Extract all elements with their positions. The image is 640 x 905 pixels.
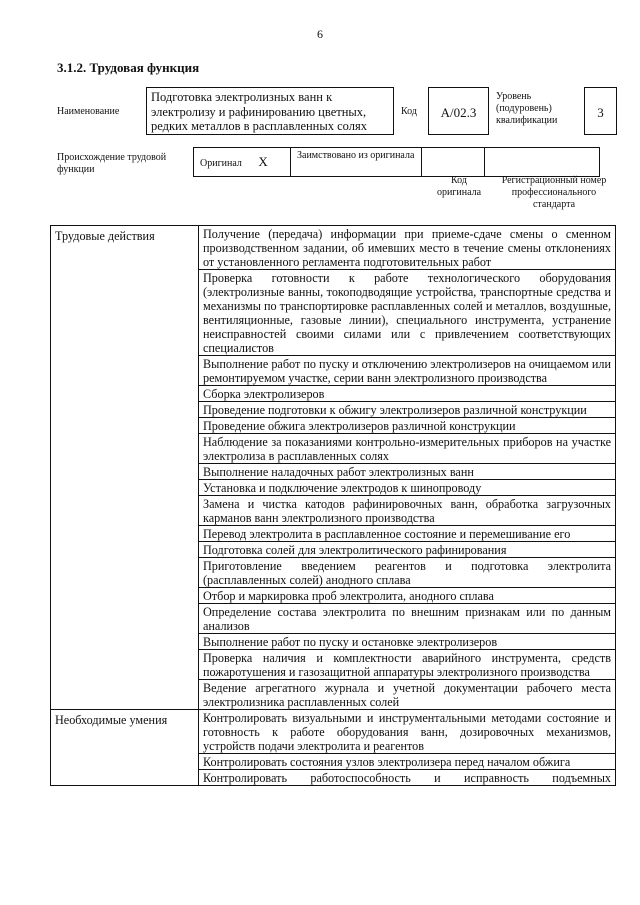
original-label: Оригинал <box>200 157 242 169</box>
original-cell <box>194 148 291 177</box>
list-item: Проведение обжига электролизеров различной конструкции <box>199 418 616 434</box>
list-item: Наблюдение за показаниями контрольно-измерительных приборов на участке электролиза в расплавленных солях <box>199 434 616 464</box>
list-item: Сборка электролизеров <box>199 386 616 402</box>
list-item: Выполнение наладочных работ электролизных ванн <box>199 464 616 480</box>
origin-table <box>193 147 600 177</box>
table-row <box>51 226 616 270</box>
section-title: 3.1.2. Трудовая функция <box>57 60 200 75</box>
code-original-label: Код оригинала <box>436 175 482 198</box>
borrowed-label: Заимствовано из оригинала <box>297 150 415 161</box>
list-item: Перевод электролита в расплавленное состояние и перемешивание его <box>199 526 616 542</box>
function-name-box <box>146 87 394 135</box>
list-item: Проверка готовности к работе технологического оборудования (электролизные ванны, токоподводящие устройства, транспортные средства и механизмы по транспортировке расплавленных солей и металлов, воздушные, вентиляционные, газовые линии), специального инструмента, устранение неисправностей своими силами или с привлечением соответствующих специалистов <box>199 270 616 356</box>
list-item: Ведение агрегатного журнала и учетной документации рабочего места электролизника расплавленных солей <box>199 680 616 710</box>
original-mark: X <box>258 153 268 169</box>
list-item: Проведение подготовки к обжигу электролизеров различной конструкции <box>199 402 616 418</box>
page-number: 6 <box>317 27 323 41</box>
list-item: Отбор и маркировка проб электролита, анодного сплава <box>199 588 616 604</box>
function-code-value: А/02.3 <box>440 105 477 120</box>
section-label-actions: Трудовые действия <box>51 226 199 710</box>
qualification-level-box <box>584 87 617 135</box>
list-item: Контролировать состояния узлов электролизера перед началом обжига <box>199 754 616 770</box>
function-code-box <box>428 87 489 135</box>
list-item: Подготовка солей для электролитического рафинирования <box>199 542 616 558</box>
borrowed-cell <box>291 148 422 177</box>
name-label: Наименование <box>57 106 120 117</box>
list-item: Выполнение работ по пуску и отключению электролизеров на очищаемом или ремонтируемом участке, серии ванн электролизного производства <box>199 356 616 386</box>
origin-label: Происхождение трудовой функции <box>57 152 167 175</box>
list-item: Замена и чистка катодов рафинировочных ванн, обработка загрузочных карманов ванн электролизного производства <box>199 496 616 526</box>
function-name-value: Подготовка электролизных ванн к электролизу и рафинированию цветных, редких металлов в расплавленных солях <box>151 90 368 133</box>
section-label-skills: Необходимые умения <box>51 710 199 786</box>
qualification-level-value: 3 <box>597 105 604 120</box>
list-item: Контролировать визуальными и инструментальными методами состояние и готовность к работе оборудования ванн, дозировочных механизмов, устройств подачи электролита и реагентов <box>199 710 616 754</box>
list-item: Приготовление введением реагентов и подготовка электролита (расплавленных солей) анодного сплава <box>199 558 616 588</box>
code-label: Код <box>401 106 417 117</box>
list-item: Определение состава электролита по внешним признакам или по данным анализов <box>199 604 616 634</box>
level-label: Уровень (подуровень) квалификации <box>496 91 558 126</box>
list-item: Выполнение работ по пуску и остановке электролизеров <box>199 634 616 650</box>
code-original-cell <box>422 148 485 177</box>
list-item: Получение (передача) информации при приеме-сдаче смены о сменном производственном задании, об имевших место в течение смены отклонениях от установленного регламента подготовительных работ <box>199 226 616 270</box>
function-table <box>50 225 616 786</box>
table-row <box>51 710 616 754</box>
list-item: Установка и подключение электродов к шинопроводу <box>199 480 616 496</box>
reg-number-cell <box>485 148 600 177</box>
reg-number-label: Регистрационный номер профессионального стандарта <box>501 175 607 210</box>
list-item: Контролировать работоспособность и исправность подъемных <box>199 770 616 786</box>
list-item: Проверка наличия и комплектности аварийного инструмента, средств пожаротушения и газозащитной аппаратуры электролизного производства <box>199 650 616 680</box>
